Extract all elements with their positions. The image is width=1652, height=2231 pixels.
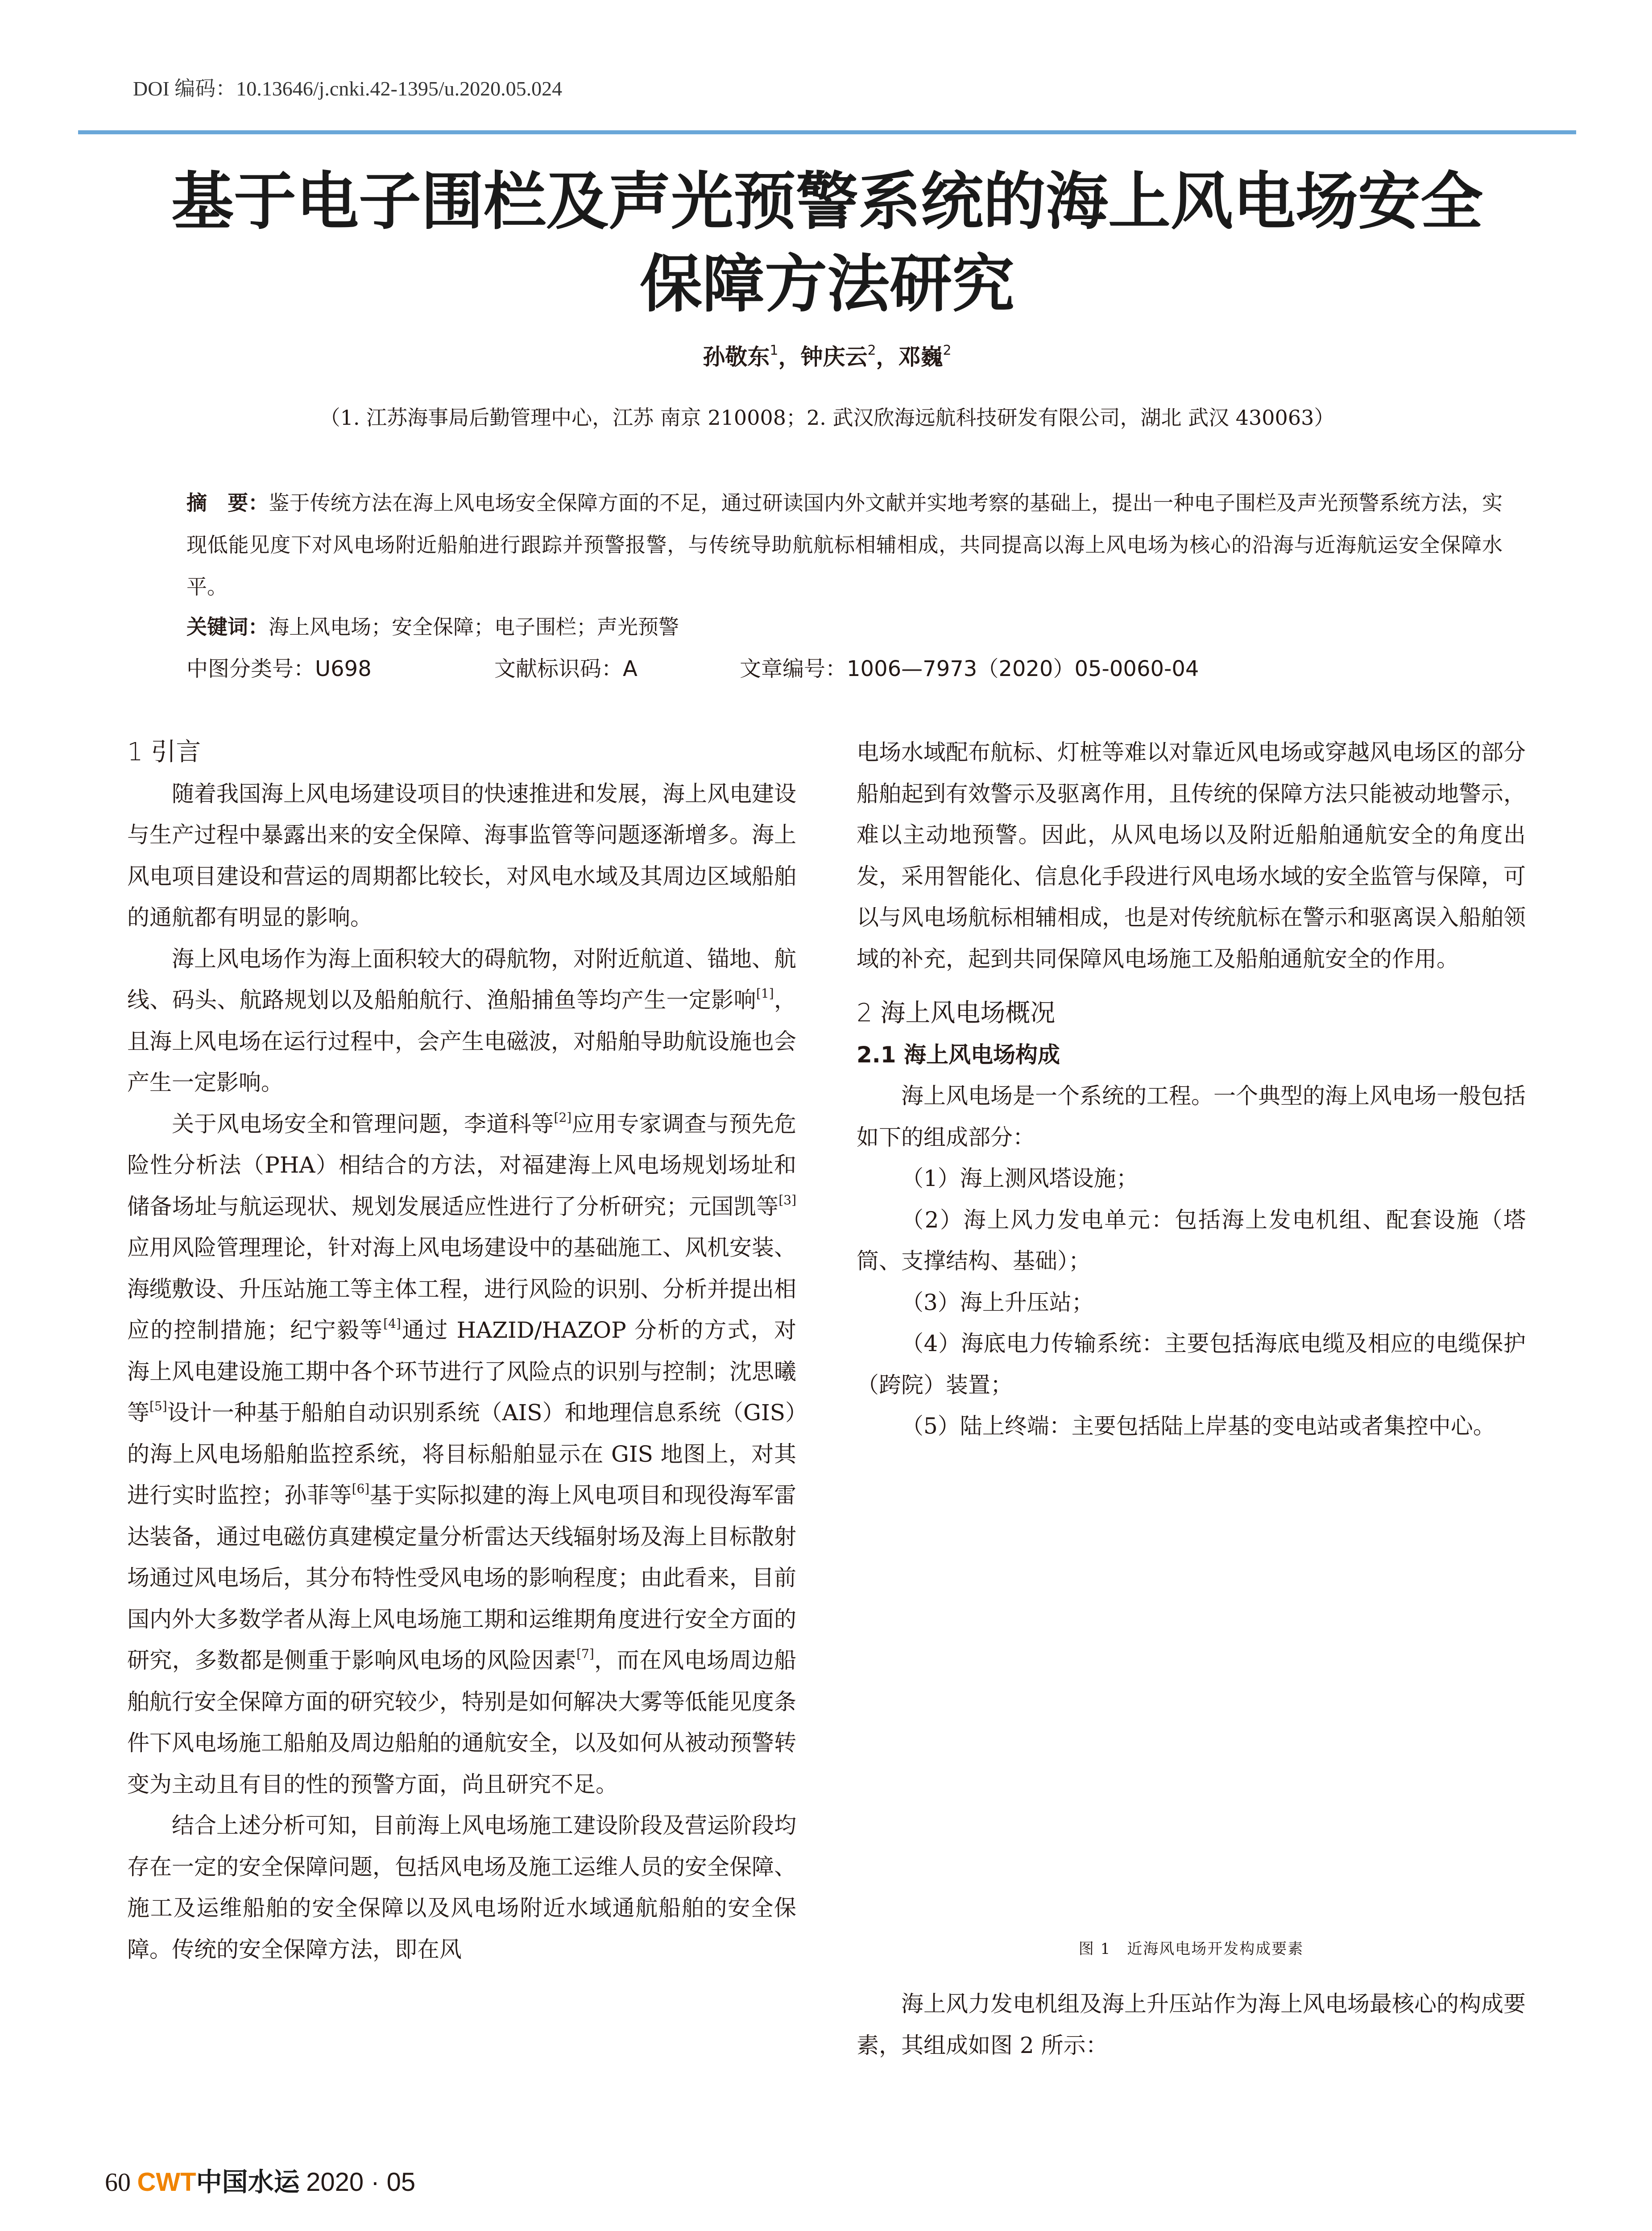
paragraph-text: 海上风电场作为海上面积较大的碍航物，对附近航道、锚地、航线、码头、航路规划以及船舶航行、渔船捕鱼等均产生一定影响 (127, 945, 796, 1013)
list-item: （4）海底电力传输系统：主要包括海底电缆及相应的电缆保护（跨院）装置； (857, 1331, 1526, 1398)
right-column (857, 732, 1526, 1447)
figure-caption: 图 1 近海风电场开发构成要素 (1078, 1940, 1304, 1958)
citation-ref: [5] (149, 1399, 167, 1414)
author-name: 钟庆云 (800, 344, 868, 370)
paragraph (127, 1103, 796, 1805)
page-footer (105, 2161, 415, 2198)
journal-abbreviation: CWT (137, 2168, 196, 2197)
subsection-heading-composition: 2.1 海上风电场构成 (857, 1041, 1060, 1068)
citation-ref: [3] (778, 1192, 796, 1207)
paragraph: 随着我国海上风电场建设项目的快速推进和发展，海上风电建设与生产过程中暴露出来的安全保障、海事监管等问题逐渐增多。海上风电项目建设和营运的周期都比较长，对风电水域及其周边区域船舶的通航都有明显的影响。 (127, 780, 796, 930)
paragraph-text: 应用风险管理理论，针对海上风电场建设中的基础施工、风机安装、海缆敷设、升压站施工等主体工程，进行风险的识别、分析并提出相应的控制措施；纪宁毅等 (127, 1235, 796, 1343)
paragraph-text: ，且海上风电场在运行过程中，会产生电磁波，对船舶导助航设施也会产生一定影响。 (127, 987, 797, 1095)
paragraph: 结合上述分析可知，目前海上风电场施工建设阶段及营运阶段均存在一定的安全保障问题，包括风电场及施工运维人员的安全保障、施工及运维船舶的安全保障以及风电场附近水域通航船舶的安全保障。传统的安全保障方法，即在风 (127, 1812, 796, 1962)
keywords-text: 海上风电场；安全保障；电子围栏；声光预警 (269, 615, 679, 639)
paragraph-text: 通过 HAZID/HAZOP 分析的方式，对海上风电建设施工期中各个环节进行了风险点的识别与控制；沈思曦等 (127, 1317, 796, 1426)
citation-ref: [7] (576, 1646, 594, 1661)
citation-ref: [4] (383, 1316, 401, 1331)
journal-name: 中国水运 (196, 2167, 300, 2197)
citation-ref: [1] (756, 986, 774, 1001)
page-number: 60 (105, 2168, 131, 2197)
author-separator: ， (876, 344, 898, 370)
citation-ref: [2] (554, 1110, 572, 1125)
citation-ref: [6] (352, 1481, 370, 1496)
list-item: （2）海上风力发电单元：包括海上发电机组、配套设施（塔筒、支撑结构、基础）； (857, 1207, 1526, 1274)
list-item: （1）海上测风塔设施； (901, 1165, 1139, 1191)
paragraph: 海上风力发电机组及海上升压站作为海上风电场最核心的构成要素，其组成如图 2 所示： (857, 1991, 1526, 2058)
paragraph-text: 应用专家调查与预先危险性分析法（PHA）相结合的方法，对福建海上风电场规划场址和储备场址与航运现状、规划发展适应性进行了分析研究；元国凯等 (127, 1111, 797, 1219)
paragraph-text: 关于风电场安全和管理问题，李道科等 (172, 1111, 554, 1137)
title-line-1: 基于电子围栏及声光预警系统的海上风电场安全 (171, 165, 1483, 238)
paragraph-text: ，而在风电场周边船舶航行安全保障方面的研究较少，特别是如何解决大雾等低能见度条件下风电场施工船舶及周边船舶的通航安全，以及如何从被动预警转变为主动且有目的性的预警方面，尚且研究不足。 (127, 1647, 797, 1797)
author-affil-mark: 1 (770, 343, 778, 358)
list-item: （5）陆上终端：主要包括陆上岸基的变电站或者集控中心。 (901, 1413, 1495, 1439)
paragraph (127, 938, 796, 1103)
list-item: （3）海上升压站； (901, 1289, 1094, 1315)
affiliation: （1. 江苏海事局后勤管理中心，江苏 南京 210008；2. 武汉欣海远航科技研发有限公司，湖北 武汉 430063） (319, 406, 1335, 430)
keywords (186, 606, 1503, 648)
left-column (127, 732, 796, 1970)
author-affil-mark: 2 (943, 343, 952, 358)
paper-title (78, 161, 1576, 326)
document-code: 文献标识码：A (494, 656, 638, 681)
author-separator: ， (778, 344, 801, 370)
paragraph-text: 设计一种基于船舶自动识别系统（AIS）和地理信息系统（GIS）的海上风电场船舶监控系统，将目标船舶显示在 GIS 地图上，对其进行实时监控；孙菲等 (127, 1400, 796, 1508)
paragraph-continued: 电场水域配布航标、灯桩等难以对靠近风电场或穿越风电场区的部分船舶起到有效警示及驱离作用，且传统的保障方法只能被动地警示，难以主动地预警。因此，从风电场以及附近船舶通航安全的角度出发，采用智能化、信息化手段进行风电场水域的安全监管与保障，可以与风电场航标相辅相成，也是对传统航标在警示和驱离误入船舶领域的补充，起到共同保障风电场施工及船舶通航安全的作用。 (857, 739, 1526, 972)
title-line-2: 保障方法研究 (639, 248, 1014, 321)
author-name: 邓巍 (898, 344, 943, 370)
author-list (78, 339, 1576, 371)
section-heading-overview: 2 海上风电场概况 (857, 999, 1056, 1028)
right-column-lower (857, 1983, 1526, 2066)
abstract (186, 482, 1503, 608)
doi-line: DOI 编码：10.13646/j.cnki.42-1395/u.2020.05.024 (133, 77, 563, 100)
header-rule (78, 130, 1576, 134)
paragraph: 海上风电场是一个系统的工程。一个典型的海上风电场一般包括如下的组成部分： (857, 1083, 1526, 1150)
keywords-label: 关键词： (186, 615, 269, 639)
journal-issue: 2020 · 05 (306, 2168, 416, 2197)
section-heading-introduction: 1 引言 (127, 738, 201, 767)
clc-number: 中图分类号：U698 (186, 656, 372, 681)
paragraph-text: 基于实际拟建的海上风电项目和现役海军雷达装备，通过电磁仿真建模定量分析雷达天线辐射场及海上目标散射场通过风电场后，其分布特性受风电场的影响程度；由此看来，目前国内外大多数学者从海上风电场施工期和运维期角度进行安全方面的研究，多数都是侧重于影响风电场的风险因素 (127, 1482, 797, 1673)
article-number: 文章编号：1006—7973（2020）05-0060-04 (740, 656, 1199, 681)
abstract-text: 鉴于传统方法在海上风电场安全保障方面的不足，通过研读国内外文献并实地考察的基础上，提出一种电子围栏及声光预警系统方法，实现低能见度下对风电场附近船舶进行跟踪并预警报警，与传统导助航航标相辅相成，共同提高以海上风电场为核心的沿海与近海航运安全保障水平。 (186, 491, 1503, 599)
author-name: 孙敬东 (703, 344, 770, 370)
abstract-label: 摘 要： (186, 491, 269, 515)
author-affil-mark: 2 (867, 343, 876, 358)
